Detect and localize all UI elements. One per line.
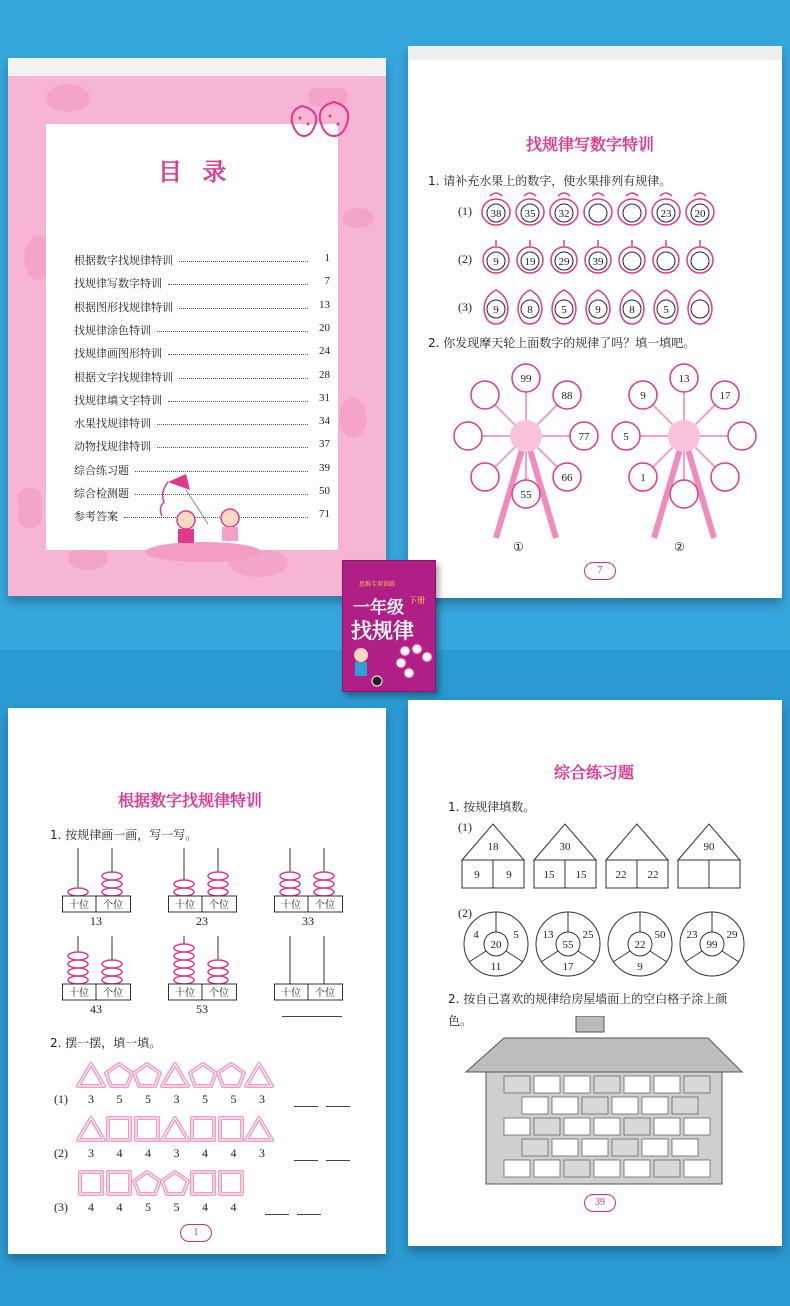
toc-leader [179,308,308,309]
stick-count: 5 [145,1092,151,1106]
stick-shape [216,1062,246,1088]
fruit-number: 5 [663,304,669,316]
toc-title: 目 录 [158,158,233,186]
wheel-label-2: ② [674,540,685,554]
fruit-number: 9 [493,256,499,268]
wall-brick[interactable] [534,1076,560,1093]
wheel-number: 5 [623,431,629,443]
wheel-cabin [670,480,698,508]
wall-brick[interactable] [684,1160,710,1177]
ferris-wheels [448,356,758,546]
stick-count: 3 [259,1146,265,1160]
shape-row-label: (2) [54,1146,68,1160]
tens-label: 十位 [281,988,301,999]
number-circle [534,910,602,978]
stick-shape [76,1116,106,1142]
wall-brick[interactable] [534,1160,560,1177]
wheel-cabin [728,422,756,450]
stick-shape [160,1116,190,1142]
circle-left-number: 13 [542,929,554,941]
wall-brick[interactable] [582,1097,608,1114]
house-left-number: 15 [543,869,555,881]
toc-page-number: 20 [319,321,330,334]
page39-question2-line2: 色。 [448,1014,473,1028]
page7-question2: 2. 你发现摩天轮上面数字的规律了吗？填一填吧。 [428,336,696,350]
wall-brick[interactable] [654,1160,680,1177]
abacus [62,848,134,914]
wheel-number: 88 [561,389,573,402]
wall-brick[interactable] [552,1097,578,1114]
wheel-number: 55 [520,489,532,501]
wall-brick[interactable] [624,1076,650,1093]
fruit-row-label: (2) [458,252,472,266]
toc-label: 找规律写数字特训 [74,277,162,291]
page39-title: 综合练习题 [554,763,635,782]
abacus [168,848,240,914]
circle-center-number: 99 [706,939,718,951]
wall-brick[interactable] [504,1076,530,1093]
house-top-number: 18 [487,841,499,853]
fruit-icon [582,190,614,230]
stick-count: 5 [202,1092,208,1106]
toc-row[interactable] [74,252,330,272]
wall-brick[interactable] [522,1097,548,1114]
fruit-icon [582,286,614,326]
abacus [274,936,346,1002]
wall-brick[interactable] [564,1118,590,1135]
house-left-number: 22 [615,869,627,881]
stick-shape [76,1170,106,1196]
stick-shape [104,1170,134,1196]
wheel-number: 9 [640,389,646,402]
book-cover [342,560,436,692]
page1-question1: 1. 按规律画一画，写一写。 [50,828,198,842]
abacus [274,848,346,914]
answer-blank[interactable] [297,1214,321,1215]
toc-row[interactable] [74,392,330,412]
fruit-icon [684,190,716,230]
number-circle [462,910,530,978]
house-left-number: 9 [474,869,480,881]
toc-label: 根据文字找规律特训 [74,370,173,384]
toc-leader [157,424,308,425]
stick-shape [188,1116,218,1142]
toc-page-number: 13 [319,298,330,311]
tens-label: 十位 [281,900,301,911]
wall-brick[interactable] [624,1160,650,1177]
wall-brick[interactable] [504,1160,530,1177]
stick-shape [188,1170,218,1196]
fruit-icon [514,190,546,230]
stick-shape [160,1170,190,1196]
wheel-number: 1 [640,472,646,485]
stick-count: 4 [116,1200,123,1214]
fruit-row-label: (1) [458,204,472,218]
circle-right-number: 29 [726,929,738,941]
toc-row[interactable] [74,415,330,435]
kids-kite-illustration [138,468,268,564]
circle-right-number: 50 [654,929,666,941]
abacus-value: 33 [302,914,314,928]
toc-leader [168,284,308,285]
toc-leader [168,401,308,402]
ones-label: 个位 [103,988,123,999]
toc-label: 参考答案 [74,510,118,524]
abacus-value: 13 [90,914,102,928]
stick-shape [188,1062,218,1088]
stick-count: 4 [202,1200,208,1214]
stick-count: 4 [230,1200,237,1214]
stick-shape [160,1062,190,1088]
wheel-cabin [454,422,482,450]
fruit-icon [582,238,614,278]
toc-row[interactable] [74,369,330,389]
fruit-icon [480,238,512,278]
toc-page-number: 7 [324,275,330,288]
ones-label: 个位 [209,900,229,911]
toc-row[interactable] [74,438,330,458]
stick-shape [104,1062,134,1088]
part1-label: (1) [458,820,472,834]
toc-page-number: 28 [319,368,330,381]
stick-shape [132,1116,162,1142]
toc-row[interactable] [74,345,330,365]
fruit-icon [684,286,716,326]
fruit-number: 19 [524,256,536,268]
house-right-number: 15 [575,869,587,881]
circle-left-number: 23 [686,929,698,941]
fruit-number: 29 [558,256,570,268]
wheel-number: 66 [561,472,573,485]
fruit-icon [616,190,648,230]
stick-shape [132,1170,162,1196]
stick-count: 5 [145,1200,151,1214]
fruit-icon [684,238,716,278]
wheel-cabin [471,381,499,409]
wall-brick[interactable] [654,1076,680,1093]
wall-brick[interactable] [612,1139,638,1156]
page-1 [8,708,386,1254]
page1-title: 根据数字找规律特训 [118,791,263,810]
fruit-icon [650,238,682,278]
shape-row-label: (1) [54,1092,68,1106]
wall-brick[interactable] [594,1076,620,1093]
wheel-label-1: ① [513,540,524,554]
stick-count: 3 [259,1092,265,1106]
toc-page-number: 50 [319,485,330,497]
toc-page-number: 37 [319,438,330,451]
wheel-number: 99 [520,373,532,385]
abacus-value: 23 [196,914,208,928]
strawberry-icon [288,96,358,140]
house-top-number: 30 [559,841,571,853]
ferris-wheel [612,364,756,538]
wall-brick[interactable] [684,1118,710,1135]
number-house [532,822,598,892]
stick-count: 5 [116,1092,123,1106]
fruit-row-label: (3) [458,300,472,314]
tens-label: 十位 [69,900,89,911]
stick-shape [104,1116,134,1142]
cover-grade: 一年级 [353,598,404,618]
fruit-icon [480,286,512,326]
stick-count: 4 [88,1200,94,1214]
wall-brick[interactable] [564,1160,590,1177]
toc-page-number: 39 [319,461,330,474]
fruit-icon [616,286,648,326]
abacus [168,936,240,1002]
tens-label: 十位 [175,988,195,999]
house-right-number: 9 [506,869,512,881]
shape-row-label: (3) [54,1200,68,1214]
stick-shape [216,1116,246,1142]
answer-blank[interactable] [294,1160,318,1161]
number-house [676,822,742,892]
answer-blank[interactable] [326,1106,350,1107]
tens-label: 十位 [175,900,195,911]
toc-page-number: 24 [319,345,330,358]
toc-page-number: 31 [319,391,330,404]
abacus [62,936,134,1002]
toc-label: 动物找规律特训 [74,440,151,454]
number-circle [606,910,674,978]
wall-brick[interactable] [612,1097,638,1114]
cover-volume: 下册 [409,596,425,605]
wall-brick[interactable] [504,1118,530,1135]
wheel-cabin [471,463,499,491]
tens-label: 十位 [69,988,89,999]
toc-leader [157,447,308,448]
toc-page [8,58,386,596]
abacus-value: 43 [90,1002,102,1016]
abacus-value: 53 [196,1002,208,1016]
page39-question2-line1: 2. 按自己喜欢的规律给房屋墙面上的空白格子涂上颜 [448,992,728,1006]
toc-leader [157,331,308,332]
stick-count: 4 [116,1146,123,1160]
page7-number: 7 [584,562,616,580]
wall-brick[interactable] [552,1139,578,1156]
toc-leader [179,261,308,262]
stick-count: 4 [230,1146,237,1160]
circle-bottom-number: 17 [562,961,574,973]
circle-right-number: 25 [582,929,594,941]
stick-count: 5 [230,1092,237,1106]
fruit-number: 9 [493,304,499,316]
stick-count: 5 [173,1200,180,1214]
top-binding [408,46,782,62]
toc-leader [168,354,308,355]
wall-brick[interactable] [624,1118,650,1135]
toc-page-number: 71 [319,508,330,521]
cover-illustration [347,643,433,687]
stick-count: 3 [88,1092,94,1106]
stick-count: 4 [145,1146,151,1160]
fruit-number: 38 [490,208,502,220]
house-top-number: 90 [703,841,715,853]
fruit-number: 32 [558,208,570,220]
fruit-number: 35 [524,208,536,220]
fruit-icon [650,286,682,326]
circle-center-number: 20 [490,939,502,951]
page39-question1: 1. 按规律填数。 [448,800,536,814]
fruit-number: 8 [629,304,635,316]
page1-number: 1 [180,1224,212,1242]
part2-label: (2) [458,906,472,920]
wheel-number: 77 [578,431,590,443]
ones-label: 个位 [209,988,229,999]
toc-label: 综合检测题 [74,487,129,500]
wall-brick[interactable] [642,1139,668,1156]
circle-left-number: 4 [473,929,479,941]
abacus-answer-line [282,1016,342,1017]
cover-title: 找规律 [351,619,414,643]
toc-label: 根据图形找规律特训 [74,300,173,314]
answer-blank[interactable] [326,1160,350,1161]
wall-brick[interactable] [534,1118,560,1135]
cover-badge: 思维专项训练 [359,581,396,588]
page39-number: 39 [584,1194,616,1212]
toc-page-number: 1 [324,252,330,264]
page-39 [408,700,782,1246]
stick-shape [216,1170,246,1196]
wall-brick[interactable] [594,1160,620,1177]
fruit-number: 20 [694,208,706,220]
ones-label: 个位 [103,900,123,911]
wheel-number: 13 [678,373,690,385]
answer-blank[interactable] [294,1106,318,1107]
wall-brick[interactable] [582,1139,608,1156]
fruit-icon [650,190,682,230]
toc-label: 水果找规律特训 [74,417,151,431]
circle-right-number: 5 [513,929,519,941]
ones-label: 个位 [315,988,335,999]
toc-row[interactable] [74,299,330,319]
toc-label: 综合练习题 [74,463,129,477]
fruit-number: 9 [595,304,601,316]
page-7 [408,46,782,598]
wheel-number: 17 [719,389,731,402]
fruit-icon [548,190,580,230]
fruit-icon [616,238,648,278]
stick-count: 3 [173,1146,180,1160]
wheel-cabin [711,463,739,491]
wall-brick[interactable] [684,1076,710,1093]
wall-brick[interactable] [672,1139,698,1156]
fruit-icon [480,190,512,230]
fruit-icon [514,286,546,326]
circle-center-number: 22 [634,939,646,951]
wall-brick[interactable] [522,1139,548,1156]
toc-label: 找规律涂色特训 [74,323,151,337]
wall-brick[interactable] [564,1076,590,1093]
toc-leader [179,378,308,379]
circle-bottom-number: 9 [637,961,643,973]
wall-brick[interactable] [654,1118,680,1135]
toc-label: 找规律填文字特训 [74,393,162,407]
ferris-wheel [454,364,598,538]
wall-brick[interactable] [594,1118,620,1135]
stick-count: 3 [88,1146,94,1160]
circle-center-number: 55 [562,939,574,951]
page1-question2: 2. 摆一摆，填一填。 [50,1036,162,1050]
fruit-number: 39 [592,256,604,268]
fruit-icon [514,238,546,278]
number-house [460,822,526,892]
fruit-number: 5 [561,304,567,316]
wall-brick[interactable] [642,1097,668,1114]
fruit-number: 23 [660,208,672,220]
answer-blank[interactable] [265,1214,289,1215]
page7-title: 找规律写数字特训 [526,135,655,154]
stick-shape [132,1062,162,1088]
number-circle [678,910,746,978]
fruit-icon [548,286,580,326]
toc-label: 根据数字找规律特训 [74,254,173,267]
number-house [604,822,670,892]
toc-row[interactable] [74,322,330,342]
page7-question1: 1. 请补充水果上的数字，使水果排列有规律。 [428,174,672,188]
house-right-number: 22 [647,869,659,881]
circle-bottom-number: 11 [490,961,502,973]
toc-page-number: 34 [319,415,330,428]
brick-house [464,1016,744,1196]
stick-shape [244,1116,274,1142]
fruit-number: 8 [527,304,533,316]
fruit-icon [548,238,580,278]
stick-shape [76,1062,106,1088]
toc-row[interactable] [74,275,330,295]
stick-count: 4 [202,1146,208,1160]
toc-label: 找规律画图形特训 [74,347,162,361]
stick-shape [244,1062,274,1088]
ones-label: 个位 [315,900,335,911]
stick-count: 3 [173,1092,180,1106]
wall-brick[interactable] [672,1097,698,1114]
